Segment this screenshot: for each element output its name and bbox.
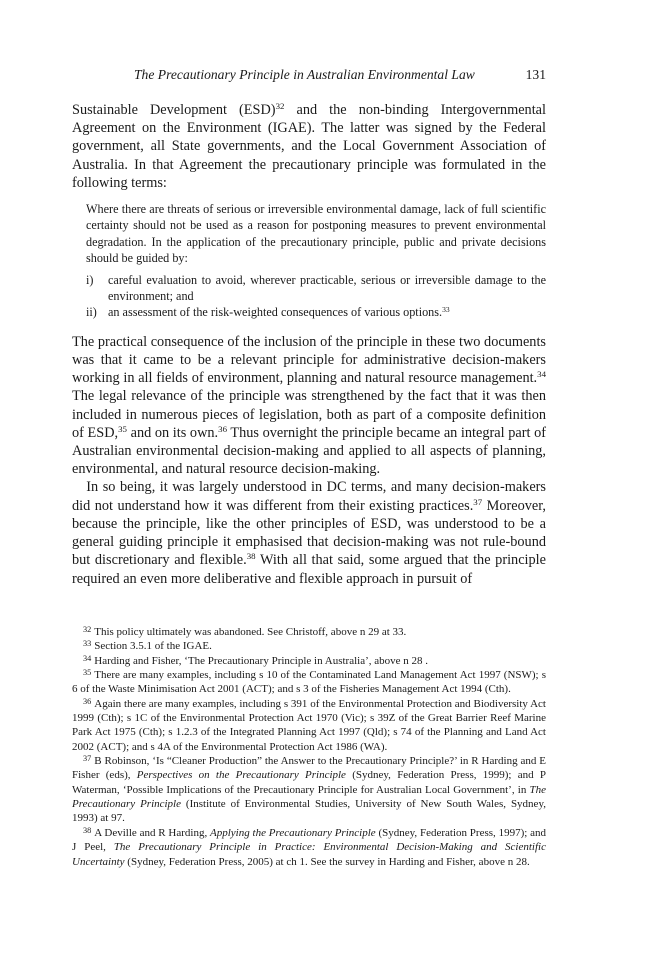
footnote-number: 34 — [83, 653, 92, 663]
quote-list-item-1 — [86, 272, 546, 305]
footnote-number: 32 — [83, 625, 92, 635]
footnote-text: A Deville and R Harding, — [94, 826, 211, 839]
footnote-34 — [72, 654, 546, 668]
footnote-text: This policy ultimately was abandoned. See Christoff, above n 29 at 33. — [94, 626, 407, 638]
footnote-text: B Robinson, ‘Is “Cleaner Production” the Answer to the Precautionary Principle?’ in R Harding and E Fisher (eds), — [72, 755, 546, 782]
paragraph-3 — [72, 478, 546, 587]
list-marker: i) — [86, 272, 94, 287]
footnote-ref-32: 32 — [275, 101, 285, 112]
footnote-ref-36: 36 — [218, 424, 227, 434]
footnote-text: (Sydney, Federation Press, 1997); and J Peel, — [72, 826, 546, 854]
text-run: and the non-binding Intergovernmental Agreement on the Environment (IGAE). The latter was signed by the Federal government, all State governments, and the Local Government Association of Australia. In that Agreement the precautionary principle was formulated in the following terms: — [72, 102, 546, 191]
list-marker: ii) — [86, 305, 97, 320]
text-run: and on its own. — [126, 424, 219, 441]
footnote-text: (Institute of Environmental Studies, University of New South Wales, Sydney, 1993) at 97. — [72, 798, 546, 825]
page-number: 131 — [525, 67, 546, 82]
footnote-text: (Sydney, Federation Press, 1999); and P Waterman, ‘Possible Implications of the Precautionary Principle for Australian Local Government’, in — [72, 769, 546, 796]
book-title: Applying the Precautionary Principle — [210, 826, 376, 839]
quote-list — [86, 272, 546, 321]
text-run: The practical consequence of the inclusion of the principle in these two documents was that it came to be a relevant principle for administrative decision-makers working in all fields of environment, planning and natural resource management. — [72, 333, 546, 387]
footnote-ref-37: 37 — [473, 496, 483, 507]
quote-list-item-2 — [86, 304, 546, 320]
footnote-38 — [72, 826, 546, 869]
list-item-text: careful evaluation to avoid, wherever practicable, serious or irreversible damage to the environment; and — [108, 272, 546, 304]
footnote-ref-38: 38 — [246, 551, 256, 562]
text-run: Moreover, because the principle, like the other principles of ESD, was understood to be a general guiding principle it emphasised that decision-making was not rule-bound but discretionary and flexible. — [72, 497, 546, 569]
book-title: Perspectives on the Precautionary Principle — [136, 769, 346, 782]
footnote-number: 33 — [83, 639, 92, 649]
footnote-37 — [72, 754, 546, 826]
text-run: With all that said, some argued that the principle required an even more deliberative and flexible approach in pursuit of — [72, 552, 546, 587]
footnote-number: 38 — [83, 825, 92, 835]
footnote-text: Section 3.5.1 of the IGAE. — [94, 640, 212, 653]
book-title: The Precautionary Principle — [72, 783, 546, 811]
footnote-ref-35: 35 — [118, 424, 127, 434]
footnote-33 — [72, 639, 546, 653]
text-run: Thus overnight the principle became an integral part of Australian environmental decision-making and applied to all aspects of planning, environmental, and natural resource decision-making. — [72, 424, 546, 478]
footnote-number: 35 — [83, 668, 92, 678]
footnote-text: Harding and Fisher, ‘The Precautionary Principle in Australia’, above n 28 . — [94, 654, 428, 667]
footnote-text: Again there are many examples, including s 391 of the Environmental Protection and Biodiversity Act 1999 (Cth); s 1C of the Environmental Protection Act 1970 (Vic); s 39Z of the Great Barrier Reef Marine Park Act 1975 (Cth); s 1.2.3 of the Integrated Planning Act 1997 (Qld); s 74 of the Planning and Land Act 2002 (ACT); and s 4A of the Environmental Protection Act 1986 (WA). — [72, 697, 546, 753]
body-text — [72, 101, 546, 588]
footnote-text: (Sydney, Federation Press, 2005) at ch 1. See the survey in Harding and Fisher, above n 28. — [124, 855, 530, 868]
footnote-35 — [72, 668, 546, 697]
quote-text: Where there are threats of serious or irreversible environmental damage, lack of full scientific certainty should not be used as a reason for postponing measures to prevent environmental degradation. In the application of the precautionary principle, public and private decisions should be guided by: — [86, 202, 546, 266]
footnote-36 — [72, 697, 546, 754]
paragraph-1 — [72, 101, 546, 192]
running-title: The Precautionary Principle in Australian Environmental Law — [134, 67, 475, 82]
paragraph-2 — [72, 333, 546, 479]
footnote-ref-34: 34 — [537, 369, 546, 380]
footnote-number: 36 — [83, 696, 92, 706]
list-item-text: an assessment of the risk-weighted consequences of various options. — [108, 305, 443, 320]
block-quote — [86, 201, 546, 321]
footnote-32 — [72, 625, 546, 639]
text-run: Sustainable Development (ESD) — [72, 102, 276, 118]
book-title: The Precautionary Principle in Practice: Environmental Decision-Making and Scientific Uncertainty — [72, 841, 546, 868]
footnote-text: There are many examples, including s 10 of the Contaminated Land Management Act 1997 (NSW); s 6 of the Waste Minimisation Act 2001 (ACT); and s 3 of the Fisheries Management Act 1994 (Cth). — [72, 669, 546, 696]
text-run: The legal relevance of the principle was strengthened by the fact that it was then included in numerous pieces of legislation, both as part of a composite definition of ESD, — [72, 388, 546, 441]
footnotes — [72, 625, 546, 869]
footnote-number: 37 — [83, 754, 92, 764]
footnote-ref-33: 33 — [442, 305, 450, 315]
text-run: In so being, it was largely understood in DC terms, and many decision-makers did not understand how it was different from their existing practices. — [72, 479, 546, 514]
